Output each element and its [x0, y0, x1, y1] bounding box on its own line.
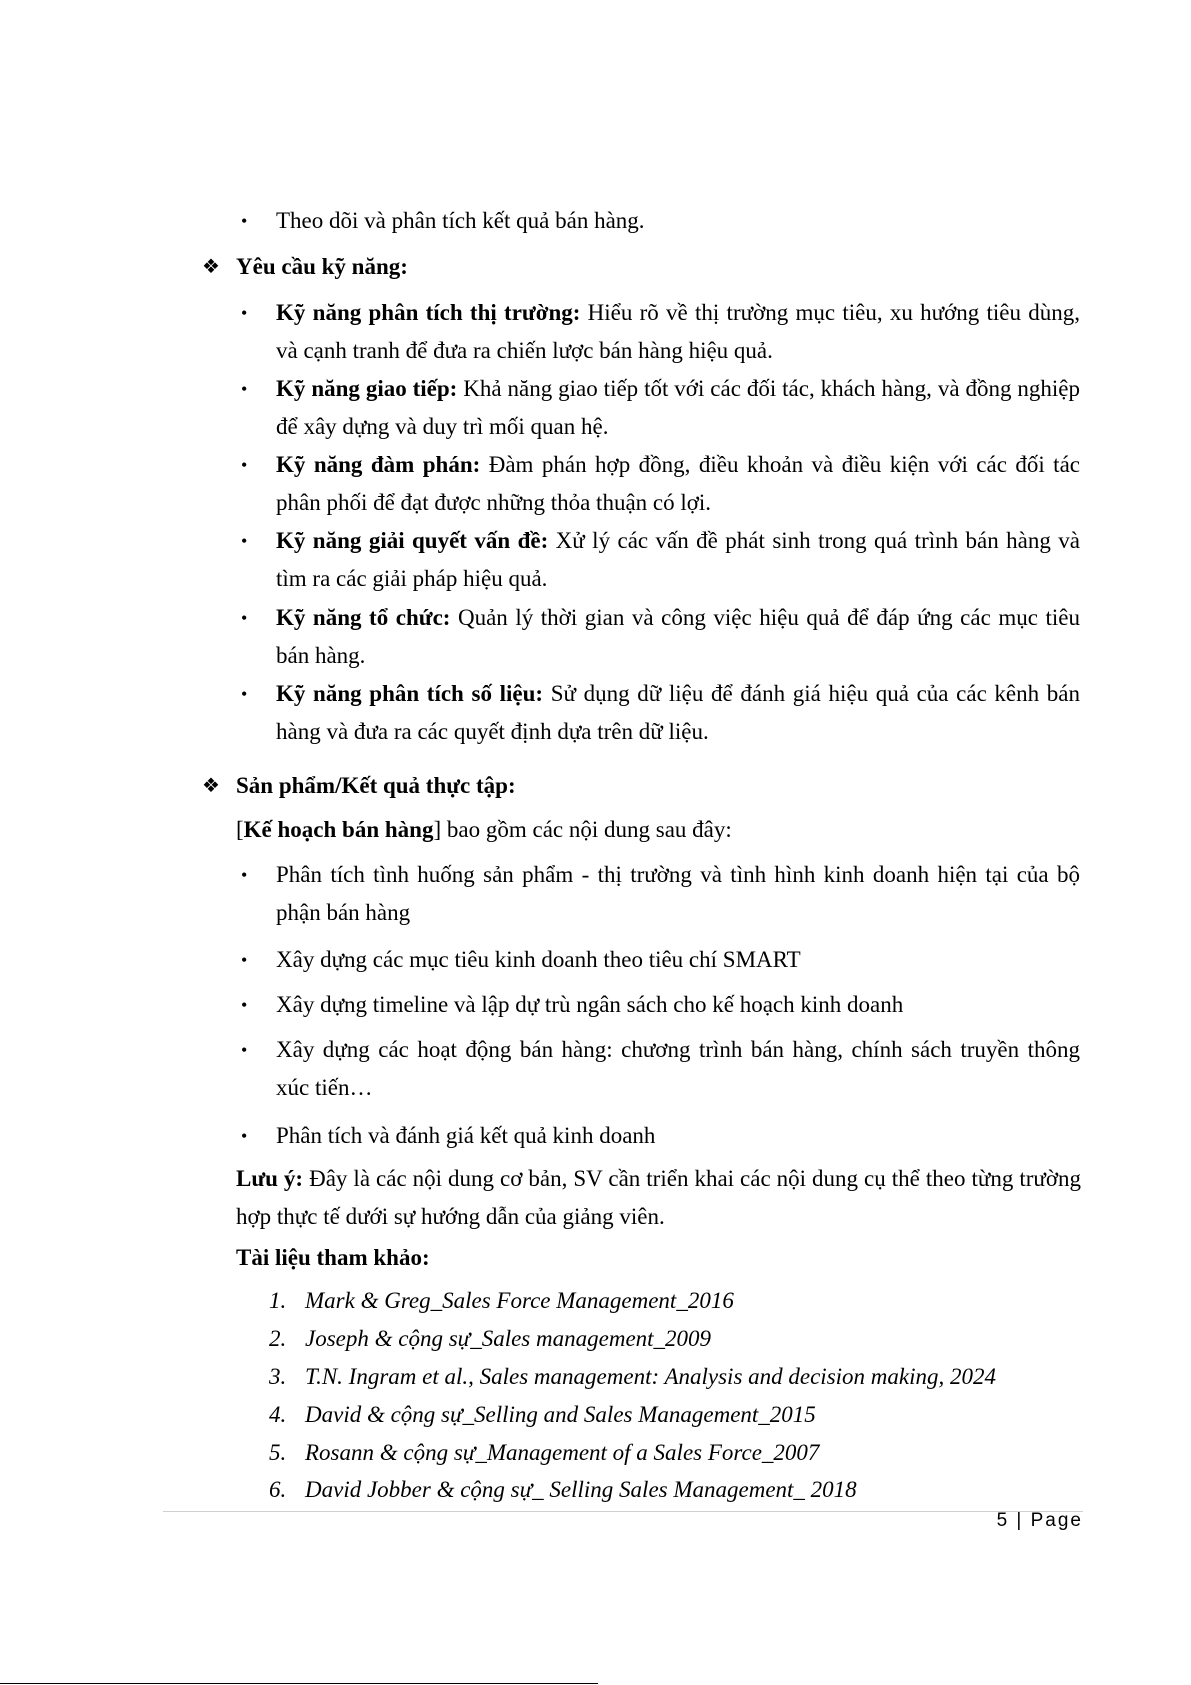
bullet-icon: • — [241, 379, 248, 399]
section-heading-products: Sản phẩm/Kết quả thực tập: — [236, 773, 516, 798]
skill-label: Kỹ năng giao tiếp: — [276, 376, 458, 401]
list-item: Phân tích tình huống sản phẩm - thị trường và tình hình kinh doanh hiện tại của bộ phận bán hàng — [276, 862, 1080, 925]
reference-item: Joseph & cộng sự_Sales management_2009 — [305, 1326, 712, 1351]
list-item: Theo dõi và phân tích kết quả bán hàng. — [276, 208, 645, 233]
reference-number: 4. — [269, 1402, 287, 1427]
list-item — [276, 675, 1080, 751]
bullet-icon: • — [241, 455, 248, 475]
bullet-icon: • — [241, 865, 248, 885]
reference-number: 1. — [269, 1288, 287, 1313]
list-item: Xây dựng các mục tiêu kinh doanh theo tiêu chí SMART — [276, 947, 801, 972]
bullet-icon: • — [241, 211, 248, 231]
intro-rest: ] bao gồm các nội dung sau đây: — [433, 817, 732, 842]
reference-item: T.N. Ingram et al., Sales management: Analysis and decision making, 2024 — [305, 1364, 996, 1389]
page-number: 5 | Page — [996, 1510, 1083, 1531]
list-item: Phân tích và đánh giá kết quả kinh doanh — [276, 1123, 656, 1148]
list-item — [276, 370, 1080, 446]
skill-label: Kỹ năng phân tích thị trường: — [276, 300, 581, 325]
reference-number: 5. — [269, 1440, 287, 1465]
list-item — [276, 294, 1080, 370]
reference-number: 6. — [269, 1477, 287, 1502]
reference-number: 2. — [269, 1326, 287, 1351]
reference-item: David & cộng sự_Selling and Sales Management_2015 — [305, 1402, 816, 1427]
skill-text: Đàm phán hợp đồng, điều khoản và điều kiện với các đối tác phân phối để đạt được những thỏa thuận có lợi. — [276, 452, 1080, 515]
bullet-icon: • — [241, 608, 248, 628]
section-heading-skills: Yêu cầu kỹ năng: — [236, 254, 408, 279]
bullet-icon: • — [241, 1126, 248, 1146]
note-text: Đây là các nội dung cơ bản, SV cần triển khai các nội dung cụ thể theo từng trường hợp thực tế dưới sự hướng dẫn của giảng viên. — [236, 1166, 1082, 1229]
skill-label: Kỹ năng phân tích số liệu: — [276, 681, 544, 706]
note-paragraph — [236, 1160, 1081, 1236]
bullet-icon: • — [241, 303, 248, 323]
skill-text: Hiểu rõ về thị trường mục tiêu, xu hướng tiêu dùng, và cạnh tranh để đưa ra chiến lược bán hàng hiệu quả. — [276, 300, 1081, 363]
list-item — [276, 446, 1080, 522]
note-label: Lưu ý: — [236, 1166, 304, 1191]
skill-label: Kỹ năng giải quyết vấn đề: — [276, 528, 549, 553]
bottom-divider — [0, 1683, 598, 1684]
skill-text: Khả năng giao tiếp tốt với các đối tác, khách hàng, và đồng nghiệp để xây dựng và duy trì mối quan hệ. — [276, 376, 1081, 439]
list-item: Xây dựng timeline và lập dự trù ngân sách cho kế hoạch kinh doanh — [276, 992, 904, 1017]
reference-item: Rosann & cộng sự_Management of a Sales Force_2007 — [305, 1440, 820, 1465]
skill-text: Sử dụng dữ liệu để đánh giá hiệu quả của các kênh bán hàng và đưa ra các quyết định dựa trên dữ liệu. — [276, 681, 1080, 744]
skill-label: Kỹ năng đàm phán: — [276, 452, 481, 477]
reference-item: Mark & Greg_Sales Force Management_2016 — [305, 1288, 734, 1313]
references-heading: Tài liệu tham khảo: — [236, 1245, 430, 1270]
skill-text: Quản lý thời gian và công việc hiệu quả để đáp ứng các mục tiêu bán hàng. — [276, 605, 1080, 668]
bullet-icon: • — [241, 684, 248, 704]
list-item — [276, 599, 1080, 675]
bullet-icon: • — [241, 1040, 248, 1060]
diamond-bullet-icon: ❖ — [202, 775, 220, 797]
bullet-icon: • — [241, 531, 248, 551]
skill-label: Kỹ năng tổ chức: — [276, 605, 451, 630]
products-intro — [236, 811, 1081, 849]
list-item: Xây dựng các hoạt động bán hàng: chương trình bán hàng, chính sách truyền thông xúc tiến… — [276, 1037, 1080, 1100]
bullet-icon: • — [241, 995, 248, 1015]
list-item — [276, 522, 1080, 598]
reference-number: 3. — [269, 1364, 287, 1389]
skill-text: Xử lý các vấn đề phát sinh trong quá trình bán hàng và tìm ra các giải pháp hiệu quả. — [276, 528, 1080, 591]
diamond-bullet-icon: ❖ — [202, 256, 220, 278]
reference-item: David Jobber & cộng sự_ Selling Sales Management_ 2018 — [305, 1477, 857, 1502]
bullet-icon: • — [241, 950, 248, 970]
plan-title: Kế hoạch bán hàng — [243, 817, 434, 842]
footer-divider — [163, 1511, 1083, 1512]
bracket-open: [ — [236, 817, 244, 842]
